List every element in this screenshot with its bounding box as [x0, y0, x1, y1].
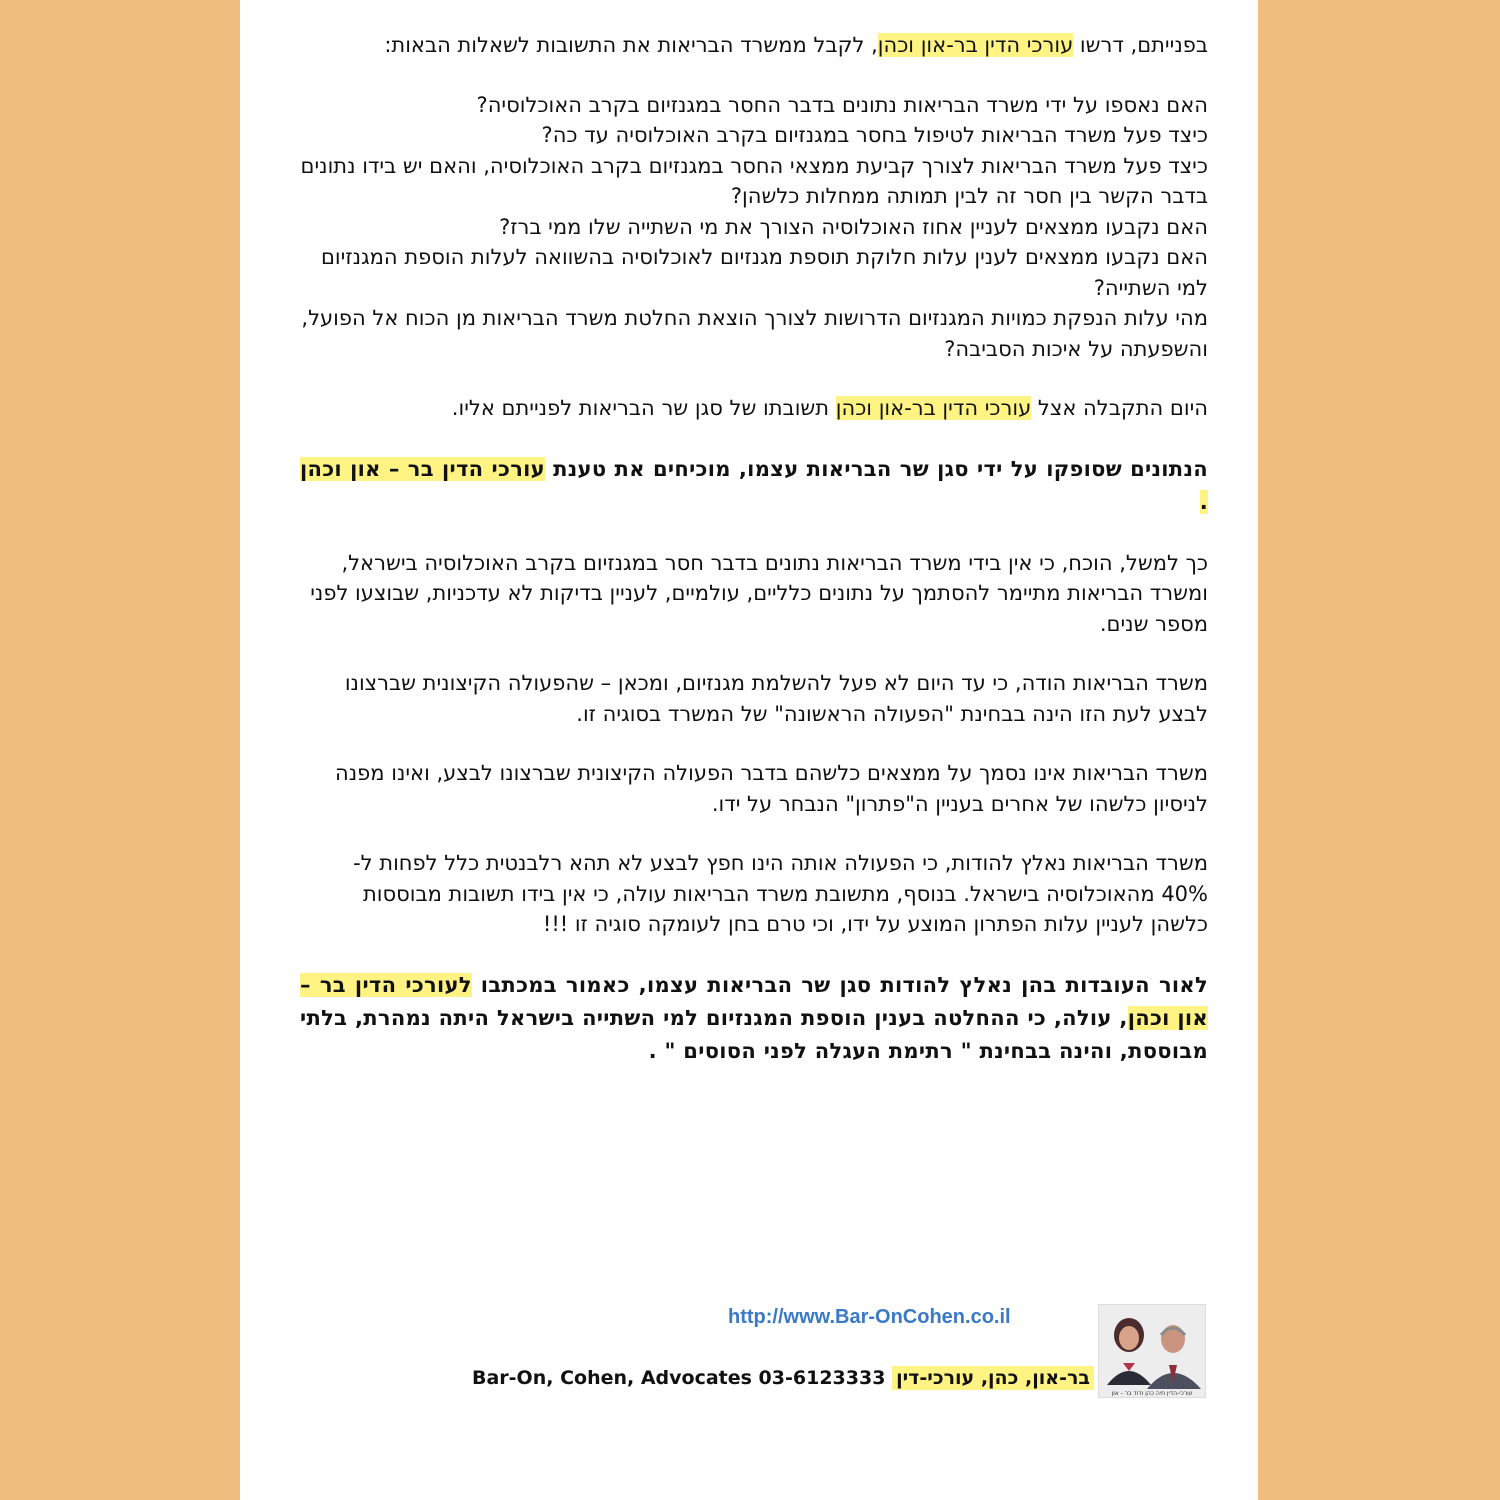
question-item: מהי עלות הנפקת כמויות המגנזיום הדרושות לצורך הוצאת החלטת משרד הבריאות מן הכוח אל הפועל, והשפעתה על איכות הסביבה? [301, 306, 1208, 361]
firm-name-hebrew: בר-און, כהן, עורכי-דין [892, 1366, 1094, 1390]
body-paragraph: משרד הבריאות הודה, כי עד היום לא פעל להשלמת מגנזיום, ומכאן – שהפעולה הקיצונית שברצונו לבצע לעת הזו הינה בבחינת "הפעולה הראשונה" של המשרד בסוגיה זו. [344, 671, 1208, 726]
photo-caption: עורכי-הדין חיה כהן ודוד בר - און [1111, 1390, 1193, 1397]
question-item: האם נאספו על ידי משרד הבריאות נתונים בדבר החסר במגנזיום בקרב האוכלוסיה? [476, 92, 1208, 117]
letter-body [300, 30, 1208, 1097]
body-paragraph: משרד הבריאות נאלץ להודות, כי הפעולה אותה הינו חפץ לבצע לא תהא רלבנטית כלל לפחות ל- 40% מהאוכלוסיה בישראל. בנוסף, מתשובת משרד הבריאות עולה, כי אין בידו תשובות מבוססות כלשהן לעניין עלות הפתרון המוצע על ידו, וכי טרם בחן לעומקה סוגיה זו !!! [353, 851, 1208, 936]
questions-list [300, 90, 1208, 365]
document-page [240, 0, 1258, 1500]
question-item: כיצד פעל משרד הבריאות לצורך קביעת ממצאי החסר במגנזיום בקרב האוכלוסיה, והאם יש בידו נתונים בדבר הקשר בין חסר זה לבין תמותה ממחלות כלשהן? [300, 153, 1208, 208]
body-paragraph: משרד הבריאות אינו נסמך על ממצאים כלשהם בדבר הפעולה הקיצונית שברצונו לבצע, ואינו מפנה לניסיון כלשהו של אחרים בעניין ה"פתרון" הנבחר על ידו. [335, 761, 1208, 816]
highlight-lawyers: לעורכי הדין בר – און וכהן [300, 972, 1209, 1030]
lawyers-portrait-icon [1099, 1305, 1205, 1397]
intro-paragraph: בפנייתם, דרשו עורכי הדין בר-און וכהן, לקבל ממשרד הבריאות את התשובות לשאלות הבאות: [384, 33, 1208, 57]
highlight-lawyers: עורכי הדין בר-און וכהן [835, 396, 1032, 420]
firm-name-english: Bar-On, Cohen, Advocates 03-6123333 [472, 1367, 886, 1389]
bold-statement-1: הנתונים שסופקו על ידי סגן שר הבריאות עצמו, מוכיחים את טענת עורכי הדין בר – און וכהן . [300, 456, 1208, 514]
bold-statement-2: לאור העובדות בהן נאלץ להודות סגן שר הבריאות עצמו, כאמור במכתבו לעורכי הדין בר – און וכהן, עולה, כי ההחלטה בענין הוספת המגנזיום למי השתייה בישראל היתה נמהרת, בלתי מבוססת, והינה בבחינת " רתימת העגלה לפני הסוסים " . [300, 972, 1209, 1063]
highlight-lawyers: עורכי הדין בר-און וכהן [877, 33, 1074, 57]
response-paragraph: היום התקבלה אצל עורכי הדין בר-און וכהן תשובתו של סגן שר הבריאות לפנייתם אליו. [451, 396, 1208, 420]
question-item: האם נקבעו ממצאים לעניין אחוז האוכלוסיה הצורך את מי השתייה שלו ממי ברז? [499, 214, 1208, 239]
question-item: כיצד פעל משרד הבריאות לטיפול בחסר במגנזיום בקרב האוכלוסיה עד כה? [541, 123, 1208, 147]
lawyers-photo [1098, 1304, 1206, 1398]
highlight-lawyers: עורכי הדין בר – און וכהן . [300, 456, 1208, 514]
firm-contact-line [472, 1367, 1094, 1389]
question-item: האם נקבעו ממצאים לענין עלות חלוקת תוספת מגנזיום לאוכלוסיה בהשוואה לעלות הוספת המגנזיום למי השתייה? [320, 245, 1208, 300]
body-paragraph: כך למשל, הוכח, כי אין בידי משרד הבריאות נתונים בדבר חסר במגנזיום בקרב האוכלוסיה בישראל, ומשרד הבריאות מתיימר להסתמך על נתונים כלליים, עולמיים, לעניין בדיקות לא עדכניות, שבוצעו לפני מספר שנים. [310, 550, 1208, 636]
website-url: http://www.Bar-OnCohen.co.il [728, 1306, 1011, 1328]
